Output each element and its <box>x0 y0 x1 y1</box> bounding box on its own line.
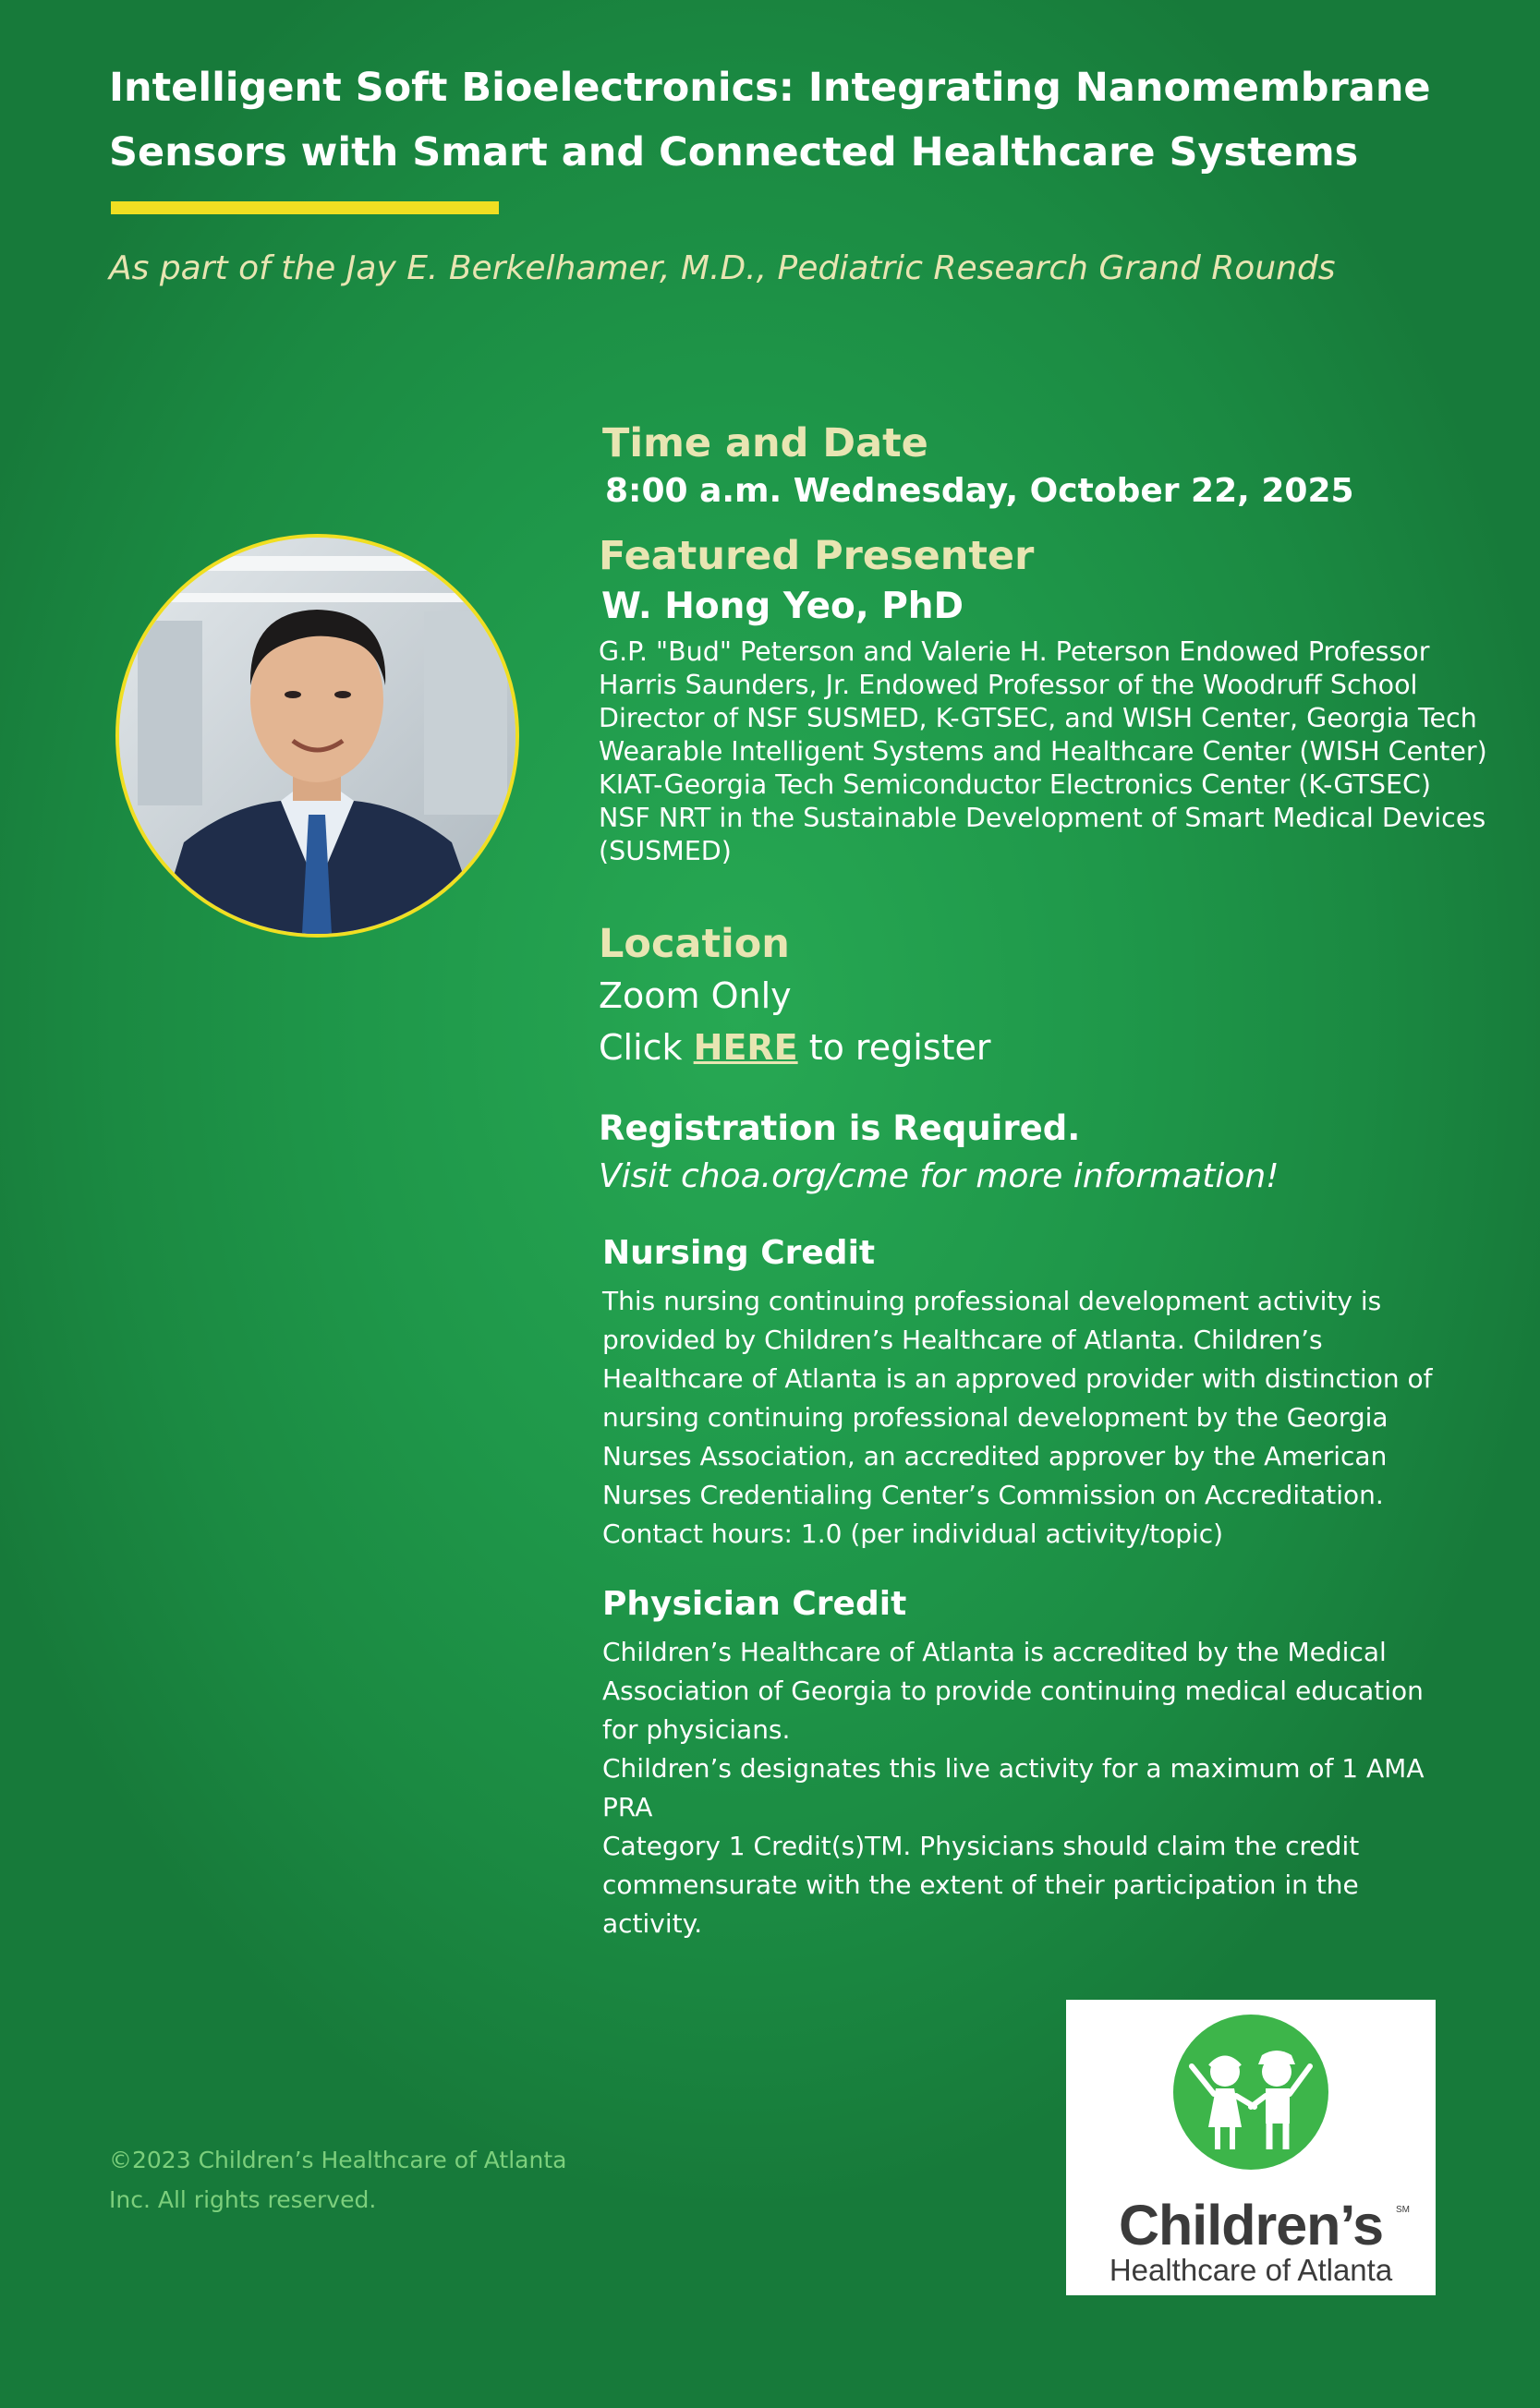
register-prefix: Click <box>599 1027 694 1068</box>
credential-line: Wearable Intelligent Systems and Healthcare Center (WISH Center) <box>599 736 1487 767</box>
copyright-line-2: Inc. All rights reserved. <box>109 2186 377 2213</box>
nursing-credit-heading: Nursing Credit <box>602 1234 876 1272</box>
title-line-2: Sensors with Smart and Connected Healthcare Systems <box>109 129 1359 175</box>
credential-line: KIAT-Georgia Tech Semiconductor Electronics Center (K-GTSEC) <box>599 769 1431 800</box>
register-here-link[interactable]: HERE <box>693 1027 798 1068</box>
physician-credit-section <box>602 1581 1517 1943</box>
physician-credit-line: PRA <box>602 1792 653 1822</box>
nursing-credit-line: nursing continuing professional development by the Georgia <box>602 1402 1388 1433</box>
presenter-credentials <box>599 635 1513 868</box>
physician-credit-line: Children’s designates this live activity for a maximum of 1 AMA <box>602 1753 1425 1784</box>
copyright-notice <box>109 2140 626 2220</box>
logo-wordmark: Children’s <box>1118 2194 1383 2257</box>
location-section <box>599 918 1513 1073</box>
time-date-section <box>599 417 1513 514</box>
credential-line: G.P. "Bud" Peterson and Valerie H. Peterson Endowed Professor <box>599 636 1430 667</box>
physician-credit-line: Association of Georgia to provide continuing medical education <box>602 1676 1424 1706</box>
physician-credit-line: activity. <box>602 1908 703 1939</box>
logo-subtitle: Healthcare of Atlanta <box>1109 2253 1393 2287</box>
childrens-healthcare-logo <box>1066 2000 1436 2295</box>
credential-line: Director of NSF SUSMED, K-GTSEC, and WISH Center, Georgia Tech <box>599 703 1477 733</box>
physician-credit-line: for physicians. <box>602 1714 791 1745</box>
physician-credit-heading: Physician Credit <box>602 1585 907 1623</box>
location-heading: Location <box>599 921 790 967</box>
title-underline-bar <box>111 201 499 214</box>
nursing-credit-line: This nursing continuing professional development activity is <box>602 1286 1382 1316</box>
logo-service-mark: SM <box>1396 2205 1410 2215</box>
credential-line: Harris Saunders, Jr. Endowed Professor of the Woodruff School <box>599 670 1418 700</box>
series-subtitle: As part of the Jay E. Berkelhamer, M.D., Pediatric Research Grand Rounds <box>109 249 1336 287</box>
nursing-credit-line: provided by Children’s Healthcare of Atlanta. Children’s <box>602 1325 1323 1355</box>
registration-info: Visit choa.org/cme for more information! <box>599 1157 1279 1195</box>
presenter-portrait-icon <box>119 538 515 934</box>
children-holding-hands-icon <box>1066 2000 1436 2194</box>
nursing-credit-section <box>602 1230 1517 1554</box>
event-date: 8:00 a.m. Wednesday, October 22, 2025 <box>605 472 1354 510</box>
page-title <box>109 55 1495 185</box>
credential-line: (SUSMED) <box>599 836 732 866</box>
presenter-heading: Featured Presenter <box>599 533 1035 579</box>
register-line <box>599 1022 1513 1073</box>
nursing-credit-line: Contact hours: 1.0 (per individual activity/topic) <box>602 1519 1224 1549</box>
physician-credit-body <box>602 1633 1434 1943</box>
physician-credit-line: Children’s Healthcare of Atlanta is accredited by the Medical <box>602 1637 1387 1667</box>
register-suffix: to register <box>797 1027 991 1068</box>
presenter-name: W. Hong Yeo, PhD <box>601 586 964 627</box>
registration-required: Registration is Required. <box>599 1108 1081 1148</box>
nursing-credit-line: Nurses Association, an accredited approver by the American <box>602 1441 1388 1471</box>
time-date-heading: Time and Date <box>602 420 928 466</box>
nursing-credit-line: Healthcare of Atlanta is an approved provider with distinction of <box>602 1363 1433 1394</box>
presenter-section <box>599 530 1513 868</box>
presenter-photo <box>115 534 519 938</box>
nursing-credit-body <box>602 1282 1434 1554</box>
physician-credit-line: Category 1 Credit(s)TM. Physicians should claim the credit <box>602 1831 1360 1861</box>
title-line-1: Intelligent Soft Bioelectronics: Integrating Nanomembrane <box>109 65 1431 111</box>
credential-line: NSF NRT in the Sustainable Development of Smart Medical Devices <box>599 803 1486 833</box>
copyright-line-1: ©2023 Children’s Healthcare of Atlanta <box>109 2147 567 2173</box>
nursing-credit-line: Nurses Credentialing Center’s Commission on Accreditation. <box>602 1480 1384 1510</box>
location-value: Zoom Only <box>599 975 792 1016</box>
registration-section <box>599 1105 1513 1201</box>
physician-credit-line: commensurate with the extent of their participation in the <box>602 1870 1359 1900</box>
